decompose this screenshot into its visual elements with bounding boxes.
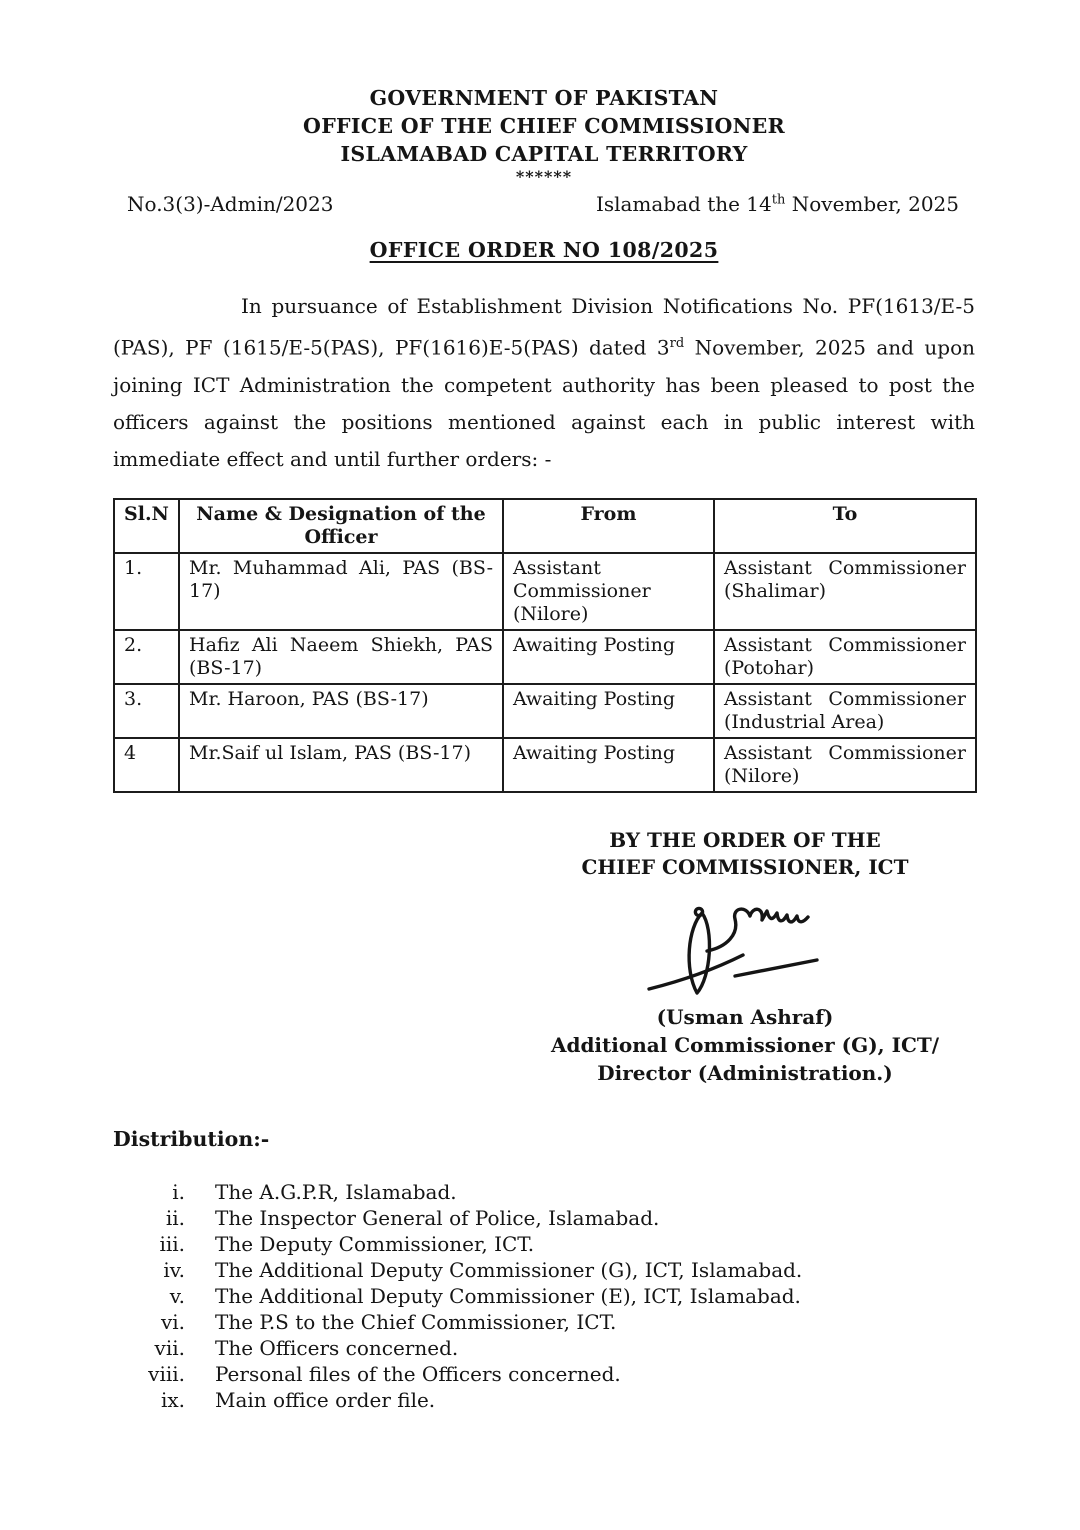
list-item-text: The Deputy Commissioner, ICT. xyxy=(215,1231,535,1256)
signer-block xyxy=(525,1003,965,1087)
list-item-numeral: viii. xyxy=(148,1361,185,1386)
list-item xyxy=(113,1335,975,1361)
cell-from-posting: Assistant Commissioner (Nilore) xyxy=(503,553,714,630)
list-item xyxy=(113,1179,975,1205)
cell-officer-name: Mr.Saif ul Islam, PAS (BS-17) xyxy=(179,738,503,792)
cell-officer-name: Mr. Muhammad Ali, PAS (BS-17) xyxy=(179,553,503,630)
order-title-row xyxy=(113,238,975,262)
cell-to-posting: Assistant Commissioner (Shalimar) xyxy=(714,553,976,630)
list-item-numeral: iv. xyxy=(163,1257,185,1282)
by-order-line-2: CHIEF COMMISSIONER, ICT xyxy=(581,854,909,879)
table-row xyxy=(114,738,976,792)
cell-to-posting: Assistant Commissioner (Nilore) xyxy=(714,738,976,792)
cell-from-posting: Awaiting Posting xyxy=(503,630,714,684)
header-serial-number: Sl.N xyxy=(114,499,179,553)
list-item-text: The A.G.P.R, Islamabad. xyxy=(215,1179,457,1204)
paragraph-text-after-ordinal: November, 2025 and upon joining ICT Administration the competent authority has been pleased to post the officers against the positions mentioned against each in public interest with immediate effect and until further orders: - xyxy=(113,335,975,471)
list-item-text: The Additional Deputy Commissioner (G), ICT, Islamabad. xyxy=(215,1257,803,1282)
list-item-text: The Additional Deputy Commissioner (E), ICT, Islamabad. xyxy=(215,1283,801,1308)
cell-officer-name: Mr. Haroon, PAS (BS-17) xyxy=(179,684,503,738)
cell-officer-name: Hafiz Ali Naeem Shiekh, PAS (BS-17) xyxy=(179,630,503,684)
distribution-list xyxy=(113,1179,975,1413)
signer-title-1: Additional Commissioner (G), ICT/ xyxy=(550,1032,940,1057)
list-item xyxy=(113,1205,975,1231)
list-item-text: The Inspector General of Police, Islamabad. xyxy=(215,1205,660,1230)
list-item-numeral: vii. xyxy=(154,1335,185,1360)
list-item-numeral: ii. xyxy=(165,1205,185,1230)
table-row xyxy=(114,553,976,630)
reference-number: No.3(3)-Admin/2023 xyxy=(127,192,334,216)
header-to: To xyxy=(714,499,976,553)
distribution-heading: Distribution:- xyxy=(113,1126,270,1151)
header-name-designation: Name & Designation of the Officer xyxy=(179,499,503,553)
issue-date xyxy=(596,192,959,216)
order-title: OFFICE ORDER NO 108/2025 xyxy=(369,238,719,262)
list-item xyxy=(113,1257,975,1283)
issue-date-prefix: Islamabad the 14 xyxy=(595,192,772,216)
paragraph-text-before-ordinal: In pursuance of Establishment Division Notifications No. PF(1613/E-5 (PAS), PF (1615/E-5(PAS), PF(1616)E-5(PAS) dated 3 xyxy=(113,294,975,360)
cell-from-posting: Awaiting Posting xyxy=(503,684,714,738)
table-row xyxy=(114,684,976,738)
paragraph-date-ordinal: rd xyxy=(669,336,685,351)
letterhead xyxy=(113,84,975,168)
letterhead-line-office: OFFICE OF THE CHIEF COMMISSIONER xyxy=(303,114,785,138)
list-item xyxy=(113,1387,975,1413)
signature-area xyxy=(525,903,965,999)
order-body-paragraph xyxy=(113,288,975,478)
letterhead-divider-stars: ****** xyxy=(515,167,573,186)
list-item-numeral: vi. xyxy=(160,1309,185,1334)
list-item-numeral: i. xyxy=(172,1179,185,1204)
header-from: From xyxy=(503,499,714,553)
list-item-numeral: iii. xyxy=(159,1231,185,1256)
table-row xyxy=(114,630,976,684)
table-header-row xyxy=(114,499,976,553)
cell-from-posting: Awaiting Posting xyxy=(503,738,714,792)
letterhead-line-territory: ISLAMABAD CAPITAL TERRITORY xyxy=(340,142,748,166)
signer-name: (Usman Ashraf) xyxy=(656,1004,834,1029)
cell-serial: 2. xyxy=(114,630,179,684)
list-item-text: The Officers concerned. xyxy=(215,1335,459,1360)
cell-serial: 4 xyxy=(114,738,179,792)
issue-date-ordinal: th xyxy=(771,192,786,208)
ref-date-row xyxy=(113,192,975,216)
cell-serial: 3. xyxy=(114,684,179,738)
list-item-text: The P.S to the Chief Commissioner, ICT. xyxy=(215,1309,617,1334)
list-item xyxy=(113,1231,975,1257)
issue-date-suffix: November, 2025 xyxy=(785,192,959,216)
list-item xyxy=(113,1309,975,1335)
handwritten-signature-icon xyxy=(645,903,865,999)
list-item-numeral: ix. xyxy=(160,1387,185,1412)
list-item-numeral: v. xyxy=(169,1283,185,1308)
cell-to-posting: Assistant Commissioner (Potohar) xyxy=(714,630,976,684)
list-item-text: Main office order file. xyxy=(215,1387,436,1412)
officer-posting-table xyxy=(113,498,977,793)
signer-title-2: Director (Administration.) xyxy=(597,1060,893,1085)
list-item-text: Personal files of the Officers concerned. xyxy=(215,1361,621,1386)
signoff-block xyxy=(525,827,965,1087)
cell-to-posting: Assistant Commissioner (Industrial Area) xyxy=(714,684,976,738)
letterhead-line-government: GOVERNMENT OF PAKISTAN xyxy=(369,86,719,110)
by-order-lines xyxy=(525,827,965,881)
list-item xyxy=(113,1361,975,1387)
cell-serial: 1. xyxy=(114,553,179,630)
by-order-line-1: BY THE ORDER OF THE xyxy=(609,827,881,852)
list-item xyxy=(113,1283,975,1309)
